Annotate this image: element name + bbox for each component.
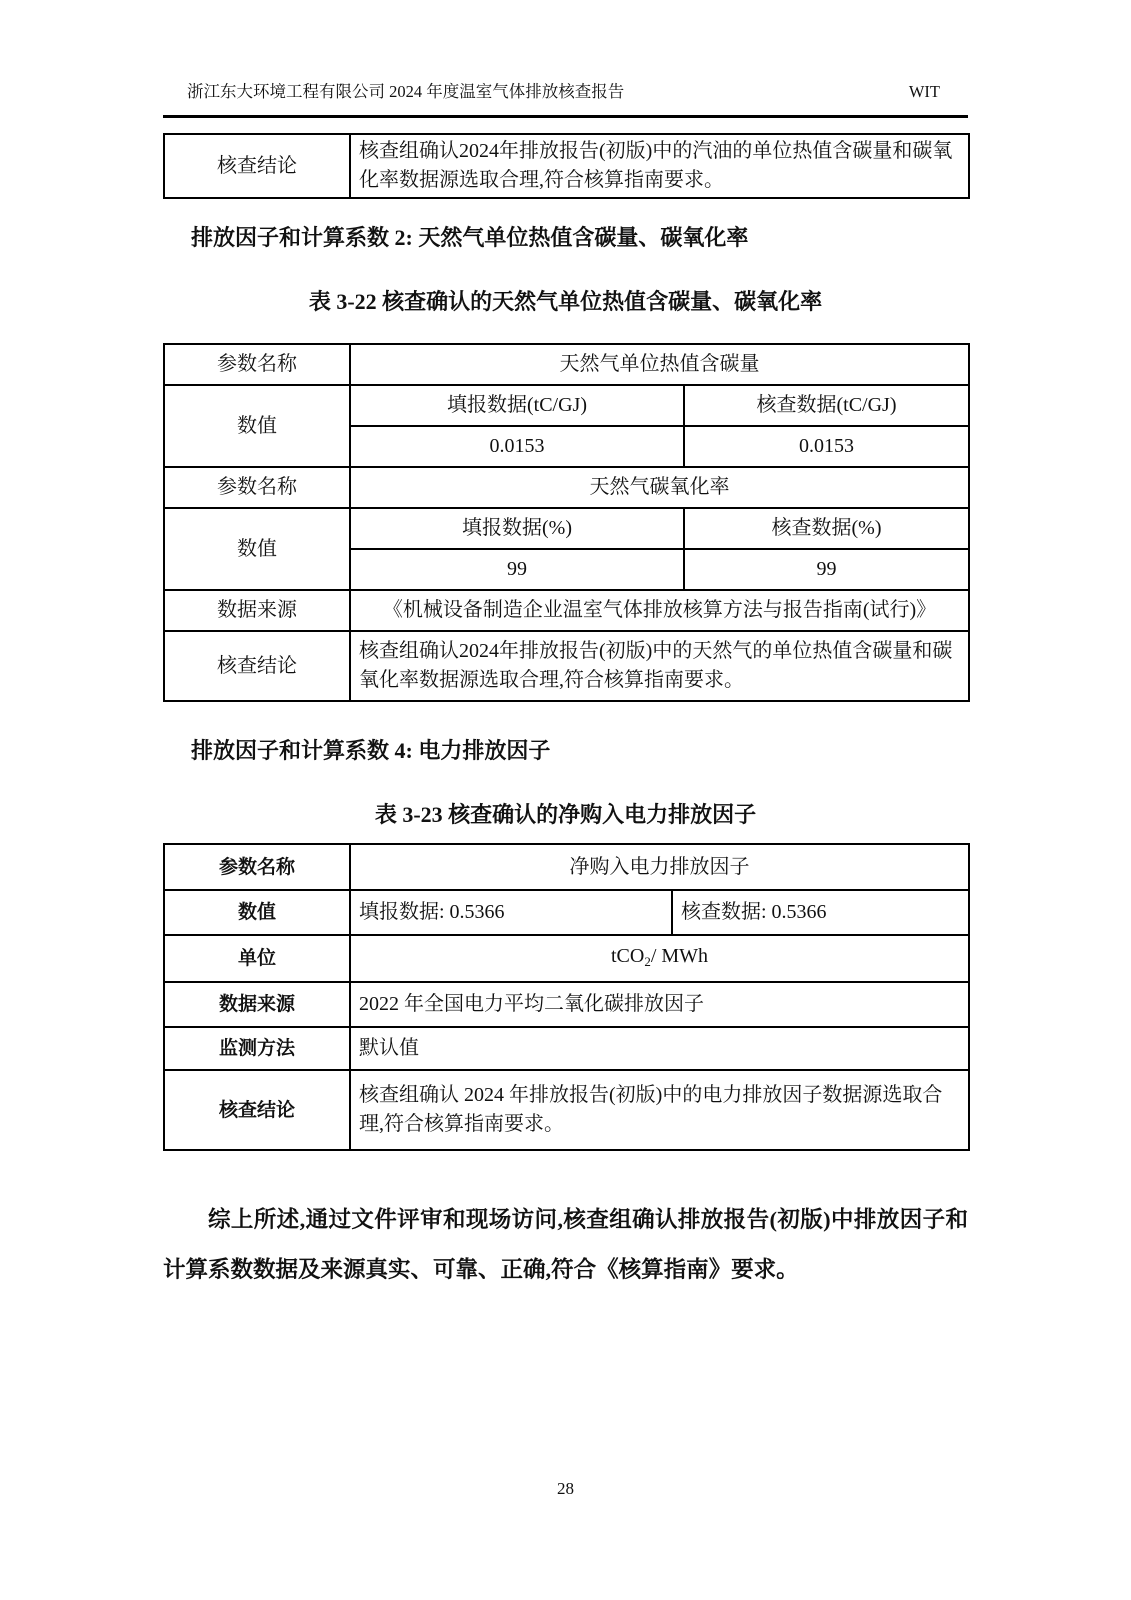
table-row xyxy=(164,385,969,426)
table-row xyxy=(164,508,969,549)
table-3-22-caption: 表 3-22 核查确认的天然气单位热值含碳量、碳氧化率 xyxy=(308,289,823,314)
table-row xyxy=(164,467,969,508)
value-label-cell: 数值 xyxy=(164,385,350,467)
verified-data-header-cell: 核查数据(tC/GJ) xyxy=(684,385,969,426)
section-heading-factor-2: 排放因子和计算系数 2: 天然气单位热值含碳量、碳氧化率 xyxy=(191,225,749,250)
data-source-label-cell: 数据来源 xyxy=(164,982,350,1027)
conclusion-text-cell: 核查组确认2024年排放报告(初版)中的天然气的单位热值含碳量和碳氧化率数据源选取合理,符合核算指南要求。 xyxy=(350,631,969,701)
value-label-cell: 数值 xyxy=(164,508,350,590)
conclusion-label-cell: 核查结论 xyxy=(164,1070,350,1150)
table-row xyxy=(164,590,969,631)
param-name-value-cell: 天然气碳氧化率 xyxy=(350,467,969,508)
conclusion-text-cell: 核查组确认2024年排放报告(初版)中的汽油的单位热值含碳量和碳氧化率数据源选取合理,符合核算指南要求。 xyxy=(350,134,969,198)
page-number: 28 xyxy=(557,1479,574,1498)
conclusion-text-cell: 核查组确认 2024 年排放报告(初版)中的电力排放因子数据源选取合理,符合核算指南要求。 xyxy=(350,1070,969,1150)
data-source-label-cell: 数据来源 xyxy=(164,590,350,631)
section-heading-factor-4: 排放因子和计算系数 4: 电力排放因子 xyxy=(191,738,551,763)
reported-value-cell: 99 xyxy=(350,549,684,590)
table-row xyxy=(164,982,969,1027)
unit-value-cell xyxy=(350,935,969,982)
param-name-value-cell: 净购入电力排放因子 xyxy=(350,844,969,890)
unit-subscript: 2 xyxy=(644,953,651,969)
param-name-value-cell: 天然气单位热值含碳量 xyxy=(350,344,969,385)
unit-text: / MWh xyxy=(650,944,709,967)
header-logo: WIT xyxy=(908,82,940,101)
monitoring-method-value-cell: 默认值 xyxy=(350,1027,969,1070)
verified-value-cell: 核查数据: 0.5366 xyxy=(672,890,969,935)
page-header xyxy=(163,82,968,102)
verified-data-header-cell: 核查数据(%) xyxy=(684,508,969,549)
header-rule xyxy=(163,115,968,118)
carryover-conclusion-table xyxy=(163,133,970,199)
summary-paragraph: 综上所述,通过文件评审和现场访问,核查组确认排放报告(初版)中排放因子和计算系数数据及来源真实、可靠、正确,符合《核算指南》要求。 xyxy=(163,1207,968,1282)
table-3-22 xyxy=(163,343,970,702)
table-row xyxy=(164,1070,969,1150)
table-row xyxy=(164,134,969,198)
table-row xyxy=(164,890,969,935)
table-3-23 xyxy=(163,843,970,1151)
reported-value-cell: 0.0153 xyxy=(350,426,684,467)
table-row xyxy=(164,344,969,385)
reported-data-header-cell: 填报数据(tC/GJ) xyxy=(350,385,684,426)
table-3-23-caption: 表 3-23 核查确认的净购入电力排放因子 xyxy=(374,802,757,827)
data-source-value-cell: 2022 年全国电力平均二氧化碳排放因子 xyxy=(350,982,969,1027)
reported-value-cell: 填报数据: 0.5366 xyxy=(350,890,672,935)
table-row xyxy=(164,631,969,701)
page-content xyxy=(163,82,968,1295)
table-row xyxy=(164,1027,969,1070)
table-row xyxy=(164,844,969,890)
table-row xyxy=(164,935,969,982)
param-name-label-cell: 参数名称 xyxy=(164,467,350,508)
header-title: 浙江东大环境工程有限公司 2024 年度温室气体排放核查报告 xyxy=(187,82,625,101)
verified-value-cell: 0.0153 xyxy=(684,426,969,467)
conclusion-label-cell: 核查结论 xyxy=(164,134,350,198)
conclusion-label-cell: 核查结论 xyxy=(164,631,350,701)
reported-data-header-cell: 填报数据(%) xyxy=(350,508,684,549)
verified-value-cell: 99 xyxy=(684,549,969,590)
param-name-label-cell: 参数名称 xyxy=(164,344,350,385)
param-name-label-cell: 参数名称 xyxy=(164,844,350,890)
unit-label-cell: 单位 xyxy=(164,935,350,982)
data-source-value-cell: 《机械设备制造企业温室气体排放核算方法与报告指南(试行)》 xyxy=(350,590,969,631)
unit-text: tCO xyxy=(610,944,645,967)
value-label-cell: 数值 xyxy=(164,890,350,935)
monitoring-method-label-cell: 监测方法 xyxy=(164,1027,350,1070)
